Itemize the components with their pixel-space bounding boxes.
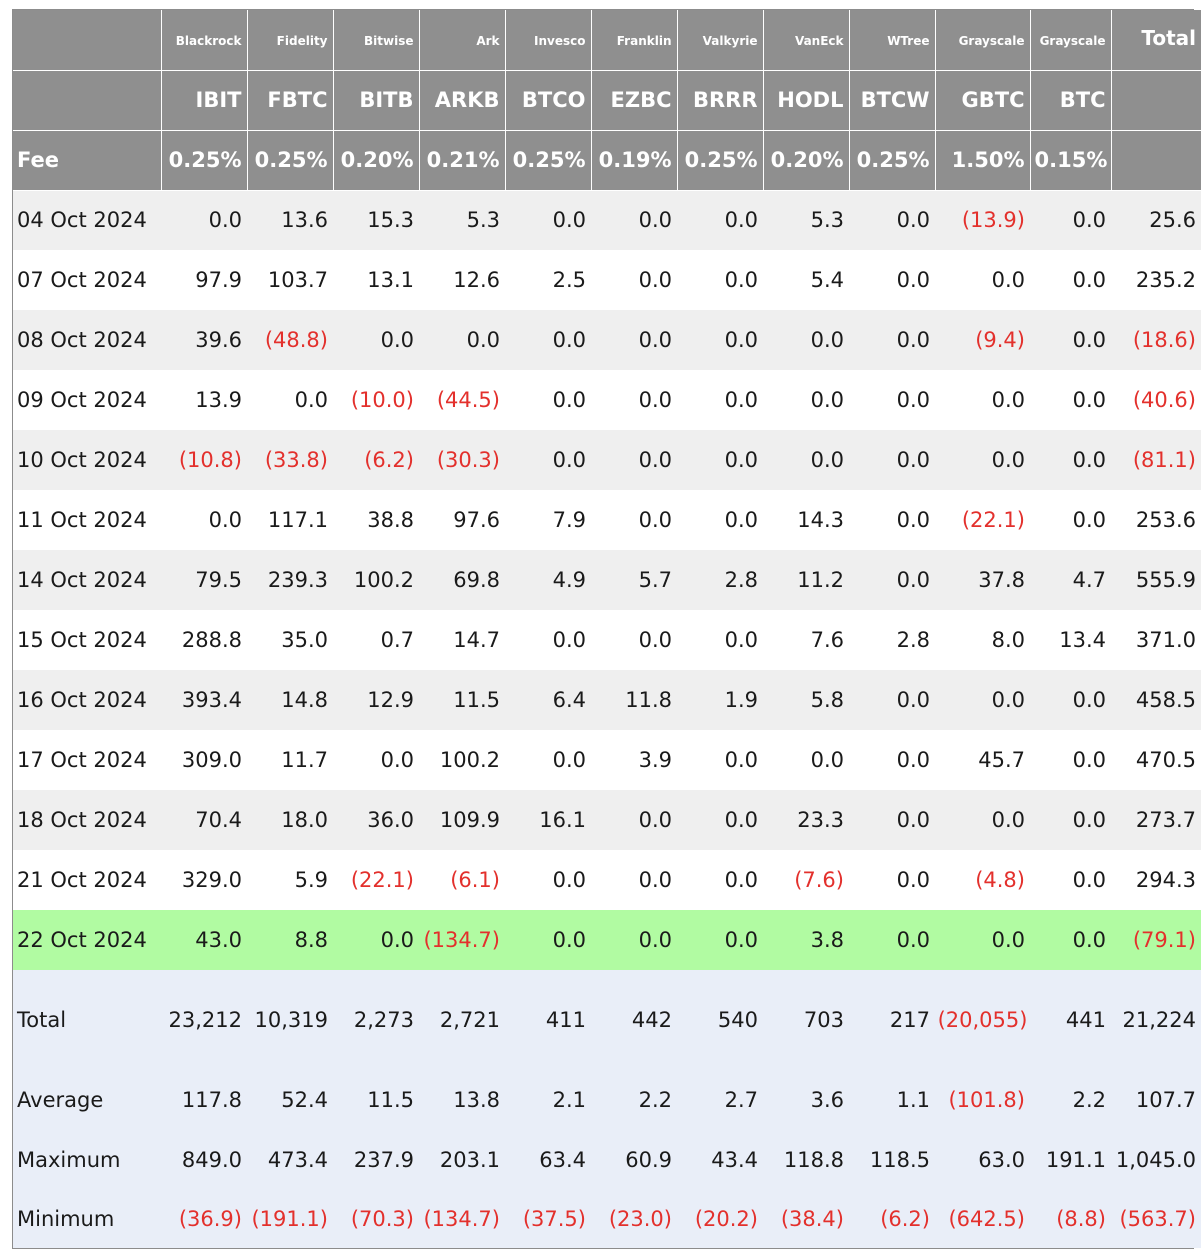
flow-cell: 309.0 (181, 748, 242, 772)
date-cell: 18 Oct 2024 (17, 808, 147, 832)
row-total-cell: 235.2 (1135, 268, 1196, 292)
flow-cell: 0.0 (552, 628, 586, 652)
flow-cell: 11.5 (453, 688, 500, 712)
flow-cell: 0.0 (638, 928, 672, 952)
flow-cell: (48.8) (264, 328, 328, 352)
flow-cell: (22.1) (961, 508, 1025, 532)
summary-total-cell: (563.7) (1119, 1207, 1196, 1231)
date-cell: 14 Oct 2024 (17, 568, 147, 592)
empty-header-cell (1111, 70, 1201, 130)
flow-cell: 0.0 (724, 208, 758, 233)
flow-cell: 37.8 (978, 568, 1025, 592)
issuer-header: Fidelity (247, 10, 333, 70)
fee-cell: 0.20% (333, 130, 419, 190)
issuer-header: Grayscale (1030, 10, 1111, 70)
flow-cell: 18.0 (281, 808, 328, 832)
flow-cell: 0.0 (638, 448, 672, 472)
flow-cell: 100.2 (353, 568, 414, 592)
issuer-header: WTree (849, 10, 935, 70)
flow-cell: 14.7 (453, 628, 500, 652)
issuer-row (13, 10, 1201, 70)
summary-cell: 2.7 (724, 1088, 758, 1112)
flow-cell: 0.0 (810, 328, 844, 352)
flow-cell: 0.0 (724, 268, 758, 292)
flow-cell: 2.5 (552, 268, 586, 292)
date-cell: 11 Oct 2024 (17, 508, 147, 532)
summary-cell: 117.8 (181, 1088, 242, 1112)
flow-cell: (9.4) (975, 328, 1025, 352)
row-total-cell: 25.6 (1149, 208, 1196, 233)
fee-cell: 0.25% (849, 130, 935, 190)
flow-cell: (30.3) (436, 448, 500, 472)
summary-label: Minimum (17, 1207, 115, 1231)
summary-cell: 11.5 (367, 1088, 414, 1112)
summary-total-cell: 107.7 (1135, 1088, 1196, 1112)
issuer-header: Valkyrie (677, 10, 763, 70)
ticker-header: GBTC (935, 70, 1030, 130)
flow-cell: 0.0 (896, 808, 930, 832)
table-row (13, 790, 1201, 850)
flow-cell: 11.8 (625, 688, 672, 712)
flow-cell: 16.1 (539, 808, 586, 832)
table-row (13, 730, 1201, 790)
summary-cell: 441 (1065, 1008, 1106, 1032)
summary-cell: 849.0 (181, 1148, 242, 1172)
summary-row (13, 1190, 1201, 1248)
flow-cell: 0.0 (724, 328, 758, 352)
row-total-cell: 294.3 (1135, 868, 1196, 892)
date-cell: 17 Oct 2024 (17, 748, 147, 772)
flow-cell: 4.7 (1072, 568, 1106, 592)
flow-cell: 0.0 (1072, 808, 1106, 832)
summary-cell: 3.6 (810, 1088, 844, 1112)
summary-cell: (20.2) (694, 1207, 758, 1231)
issuer-header: VanEck (763, 10, 849, 70)
ticker-header: BTCO (505, 70, 591, 130)
flow-cell: 0.0 (552, 388, 586, 412)
flow-cell: 35.0 (281, 628, 328, 652)
summary-cell: (36.9) (178, 1207, 242, 1231)
table-row (13, 190, 1201, 250)
summary-cell: 2,721 (439, 1008, 500, 1032)
ticker-header: BRRR (677, 70, 763, 130)
flow-cell: 0.0 (208, 508, 242, 532)
flow-cell: 13.6 (281, 208, 328, 233)
flow-cell: 3.9 (638, 748, 672, 772)
fee-cell: 0.25% (161, 130, 247, 190)
flow-cell: 329.0 (181, 868, 242, 892)
fee-cell: 0.19% (591, 130, 677, 190)
date-cell: 04 Oct 2024 (17, 208, 147, 233)
date-cell: 21 Oct 2024 (17, 868, 147, 892)
flow-cell: 0.0 (638, 388, 672, 412)
summary-cell: 217 (889, 1008, 930, 1032)
ticker-header: EZBC (591, 70, 677, 130)
flow-cell: 0.0 (380, 328, 414, 352)
row-total-cell: (18.6) (1132, 328, 1196, 352)
flow-cell: (33.8) (264, 448, 328, 472)
flow-cell: 0.0 (638, 328, 672, 352)
ticker-header: ARKB (419, 70, 505, 130)
flow-cell: 38.8 (367, 508, 414, 532)
fee-cell: 0.20% (763, 130, 849, 190)
summary-cell: 23,212 (168, 1008, 242, 1032)
table-row (13, 370, 1201, 430)
issuer-header: Ark (419, 10, 505, 70)
flow-cell: 0.0 (1072, 748, 1106, 772)
summary-cell: (20,055) (937, 1008, 1028, 1032)
flow-cell: (6.1) (450, 868, 500, 892)
issuer-header: Blackrock (161, 10, 247, 70)
summary-cell: (23.0) (608, 1207, 672, 1231)
etf-flows-table-container (12, 9, 1194, 1249)
summary-cell: 2.2 (1072, 1088, 1106, 1112)
flow-cell: 0.0 (724, 508, 758, 532)
summary-cell: (134.7) (423, 1207, 500, 1231)
flow-cell: 11.2 (797, 568, 844, 592)
summary-cell: 63.0 (978, 1148, 1025, 1172)
flow-cell: (13.9) (961, 208, 1025, 233)
flow-cell: 0.0 (991, 388, 1025, 412)
flow-cell: 0.0 (552, 928, 586, 952)
summary-cell: (642.5) (948, 1207, 1025, 1231)
flow-cell: 0.0 (552, 208, 586, 233)
summary-cell: 13.8 (453, 1088, 500, 1112)
flow-cell: 3.8 (810, 928, 844, 952)
flow-cell: (44.5) (436, 388, 500, 412)
flow-cell: 79.5 (195, 568, 242, 592)
summary-cell: (6.2) (880, 1207, 930, 1231)
table-row (13, 910, 1201, 970)
summary-cell: 237.9 (353, 1148, 414, 1172)
flow-cell: 0.0 (896, 928, 930, 952)
fee-cell: 0.21% (419, 130, 505, 190)
summary-cell: 540 (717, 1008, 758, 1032)
date-cell: 07 Oct 2024 (17, 268, 147, 292)
flow-cell: 0.0 (638, 868, 672, 892)
flow-cell: 0.0 (896, 568, 930, 592)
row-total-cell: 273.7 (1135, 808, 1196, 832)
flow-cell: 97.9 (195, 268, 242, 292)
summary-cell: 442 (631, 1008, 672, 1032)
flow-cell: 13.1 (367, 268, 414, 292)
flow-cell: 97.6 (453, 508, 500, 532)
summary-cell: (70.3) (350, 1207, 414, 1231)
summary-cell: 43.4 (711, 1148, 758, 1172)
summary-total-cell: 21,224 (1122, 1008, 1196, 1032)
flow-cell: 0.0 (552, 448, 586, 472)
flow-cell: (10.8) (178, 448, 242, 472)
flow-cell: 393.4 (181, 688, 242, 712)
issuer-header: Invesco (505, 10, 591, 70)
row-total-cell: 470.5 (1135, 748, 1196, 772)
flow-cell: 288.8 (181, 628, 242, 652)
flow-cell: 0.0 (1072, 268, 1106, 292)
flow-cell: (10.0) (350, 388, 414, 412)
fee-cell: 0.25% (505, 130, 591, 190)
flow-cell: 0.0 (991, 268, 1025, 292)
flow-cell: 0.0 (724, 748, 758, 772)
flow-cell: 0.0 (810, 748, 844, 772)
fee-cell: 0.15% (1030, 130, 1111, 190)
flow-cell: 239.3 (267, 568, 328, 592)
flow-cell: 23.3 (797, 808, 844, 832)
summary-row (13, 970, 1201, 1070)
flow-cell: 69.8 (453, 568, 500, 592)
table-row (13, 850, 1201, 910)
flow-cell: 0.0 (896, 388, 930, 412)
summary-cell: 191.1 (1045, 1148, 1106, 1172)
flow-cell: 1.9 (724, 688, 758, 712)
summary-cell: 203.1 (439, 1148, 500, 1172)
date-cell: 08 Oct 2024 (17, 328, 147, 352)
issuer-header: Grayscale (935, 10, 1030, 70)
summary-cell: 10,319 (254, 1008, 328, 1032)
empty-header-cell (1111, 130, 1201, 190)
summary-cell: 411 (545, 1008, 586, 1032)
flow-cell: 5.9 (294, 868, 328, 892)
flow-cell: 100.2 (439, 748, 500, 772)
fee-row (13, 130, 1201, 190)
ticker-header: BTC (1030, 70, 1111, 130)
flow-cell: 4.9 (552, 568, 586, 592)
corner-cell (13, 70, 161, 130)
flow-cell: 0.0 (896, 208, 930, 233)
flow-cell: 0.0 (1072, 388, 1106, 412)
row-total-cell: 458.5 (1135, 688, 1196, 712)
flow-cell: 0.0 (724, 448, 758, 472)
issuer-header: Franklin (591, 10, 677, 70)
date-cell: 09 Oct 2024 (17, 388, 147, 412)
flow-cell: 0.0 (1072, 508, 1106, 532)
flow-cell: 6.4 (552, 688, 586, 712)
flow-cell: (6.2) (364, 448, 414, 472)
table-row (13, 550, 1201, 610)
summary-cell: 2.2 (638, 1088, 672, 1112)
row-total-cell: 371.0 (1135, 628, 1196, 652)
date-cell: 22 Oct 2024 (17, 928, 147, 952)
summary-cell: 118.8 (783, 1148, 844, 1172)
flow-cell: 0.0 (638, 628, 672, 652)
summary-label: Maximum (17, 1148, 121, 1172)
row-total-cell: (40.6) (1132, 388, 1196, 412)
flow-cell: 0.0 (380, 748, 414, 772)
flow-cell: 0.0 (991, 928, 1025, 952)
flow-cell: 0.0 (1072, 328, 1106, 352)
flow-cell: 5.3 (810, 208, 844, 233)
flow-cell: 5.7 (638, 568, 672, 592)
flow-cell: 0.0 (724, 628, 758, 652)
flow-cell: 0.0 (380, 928, 414, 952)
flow-cell: 0.0 (724, 928, 758, 952)
table-row (13, 670, 1201, 730)
table-body (13, 190, 1201, 1248)
flow-cell: 13.4 (1059, 628, 1106, 652)
summary-cell: 118.5 (869, 1148, 930, 1172)
table-row (13, 610, 1201, 670)
row-total-cell: 555.9 (1135, 568, 1196, 592)
flow-cell: 2.8 (724, 568, 758, 592)
fee-cell: 0.25% (247, 130, 333, 190)
flow-cell: 117.1 (267, 508, 328, 532)
flow-cell: 14.3 (797, 508, 844, 532)
summary-row (13, 1130, 1201, 1190)
flow-cell: 0.0 (638, 508, 672, 532)
flow-cell: 11.7 (281, 748, 328, 772)
summary-cell: (37.5) (522, 1207, 586, 1231)
summary-cell: 473.4 (267, 1148, 328, 1172)
flow-cell: 0.0 (991, 808, 1025, 832)
flow-cell: 7.9 (552, 508, 586, 532)
row-total-cell: (79.1) (1132, 928, 1196, 952)
summary-cell: 63.4 (539, 1148, 586, 1172)
flow-cell: 36.0 (367, 808, 414, 832)
flow-cell: 8.8 (294, 928, 328, 952)
flow-cell: 0.0 (896, 508, 930, 532)
flow-cell: 0.0 (991, 688, 1025, 712)
flow-cell: 0.0 (1072, 448, 1106, 472)
flow-cell: 0.0 (552, 328, 586, 352)
flow-cell: 14.8 (281, 688, 328, 712)
flow-cell: 0.0 (638, 268, 672, 292)
flow-cell: 7.6 (810, 628, 844, 652)
flow-cell: (22.1) (350, 868, 414, 892)
summary-label: Total (17, 1008, 67, 1032)
flow-cell: 2.8 (896, 628, 930, 652)
summary-label: Average (17, 1088, 104, 1112)
flow-cell: 0.0 (466, 328, 500, 352)
flow-cell: 0.0 (724, 808, 758, 832)
fee-cell: 0.25% (677, 130, 763, 190)
date-cell: 16 Oct 2024 (17, 688, 147, 712)
flow-cell: 0.0 (896, 868, 930, 892)
flow-cell: 0.0 (638, 808, 672, 832)
summary-cell: 52.4 (281, 1088, 328, 1112)
flow-cell: 0.0 (810, 448, 844, 472)
summary-cell: 60.9 (625, 1148, 672, 1172)
issuer-header: Bitwise (333, 10, 419, 70)
flow-cell: 0.0 (991, 448, 1025, 472)
flow-cell: 45.7 (978, 748, 1025, 772)
etf-flows-table (13, 10, 1201, 1248)
flow-cell: 0.0 (208, 208, 242, 233)
summary-row (13, 1070, 1201, 1130)
flow-cell: 13.9 (195, 388, 242, 412)
table-row (13, 490, 1201, 550)
summary-cell: (101.8) (948, 1088, 1025, 1112)
ticker-header: HODL (763, 70, 849, 130)
date-cell: 15 Oct 2024 (17, 628, 147, 652)
flow-cell: 70.4 (195, 808, 242, 832)
flow-cell: 12.6 (453, 268, 500, 292)
flow-cell: 0.0 (552, 868, 586, 892)
fee-cell: 1.50% (935, 130, 1030, 190)
summary-cell: 1.1 (896, 1088, 930, 1112)
flow-cell: 5.4 (810, 268, 844, 292)
summary-total-cell: 1,045.0 (1115, 1148, 1196, 1172)
flow-cell: 0.0 (896, 748, 930, 772)
flow-cell: 0.0 (896, 268, 930, 292)
flow-cell: 0.0 (724, 388, 758, 412)
summary-cell: 2.1 (552, 1088, 586, 1112)
flow-cell: 0.0 (638, 208, 672, 233)
flow-cell: 12.9 (367, 688, 414, 712)
summary-cell: (191.1) (251, 1207, 328, 1231)
date-cell: 10 Oct 2024 (17, 448, 147, 472)
fee-label: Fee (13, 130, 161, 190)
flow-cell: 0.0 (1072, 868, 1106, 892)
ticker-header: BTCW (849, 70, 935, 130)
flow-cell: 0.0 (724, 868, 758, 892)
flow-cell: 0.0 (896, 328, 930, 352)
flow-cell: 0.0 (1072, 688, 1106, 712)
flow-cell: 0.7 (380, 628, 414, 652)
flow-cell: 8.0 (991, 628, 1025, 652)
ticker-header: IBIT (161, 70, 247, 130)
flow-cell: 39.6 (195, 328, 242, 352)
flow-cell: 0.0 (294, 388, 328, 412)
flow-cell: (4.8) (975, 868, 1025, 892)
ticker-row (13, 70, 1201, 130)
ticker-header: BITB (333, 70, 419, 130)
summary-cell: (8.8) (1056, 1207, 1106, 1231)
flow-cell: 5.3 (466, 208, 500, 233)
flow-cell: 0.0 (552, 748, 586, 772)
flow-cell: 5.8 (810, 688, 844, 712)
flow-cell: 0.0 (1072, 928, 1106, 952)
summary-cell: 2,273 (353, 1008, 414, 1032)
flow-cell: 103.7 (267, 268, 328, 292)
flow-cell: 0.0 (896, 448, 930, 472)
flow-cell: 43.0 (195, 928, 242, 952)
flow-cell: (134.7) (423, 928, 500, 952)
row-total-cell: 253.6 (1135, 508, 1196, 532)
flow-cell: 0.0 (896, 688, 930, 712)
table-row (13, 310, 1201, 370)
flow-cell: 0.0 (810, 388, 844, 412)
corner-cell (13, 10, 161, 70)
total-column-header: Total (1111, 10, 1201, 70)
flow-cell: (7.6) (794, 868, 844, 892)
flow-cell: 109.9 (439, 808, 500, 832)
table-row (13, 430, 1201, 490)
table-row (13, 250, 1201, 310)
row-total-cell: (81.1) (1132, 448, 1196, 472)
ticker-header: FBTC (247, 70, 333, 130)
summary-cell: 703 (803, 1008, 844, 1032)
flow-cell: 15.3 (367, 208, 414, 233)
flow-cell: 0.0 (1072, 208, 1106, 233)
summary-cell: (38.4) (780, 1207, 844, 1231)
table-header (13, 10, 1201, 190)
